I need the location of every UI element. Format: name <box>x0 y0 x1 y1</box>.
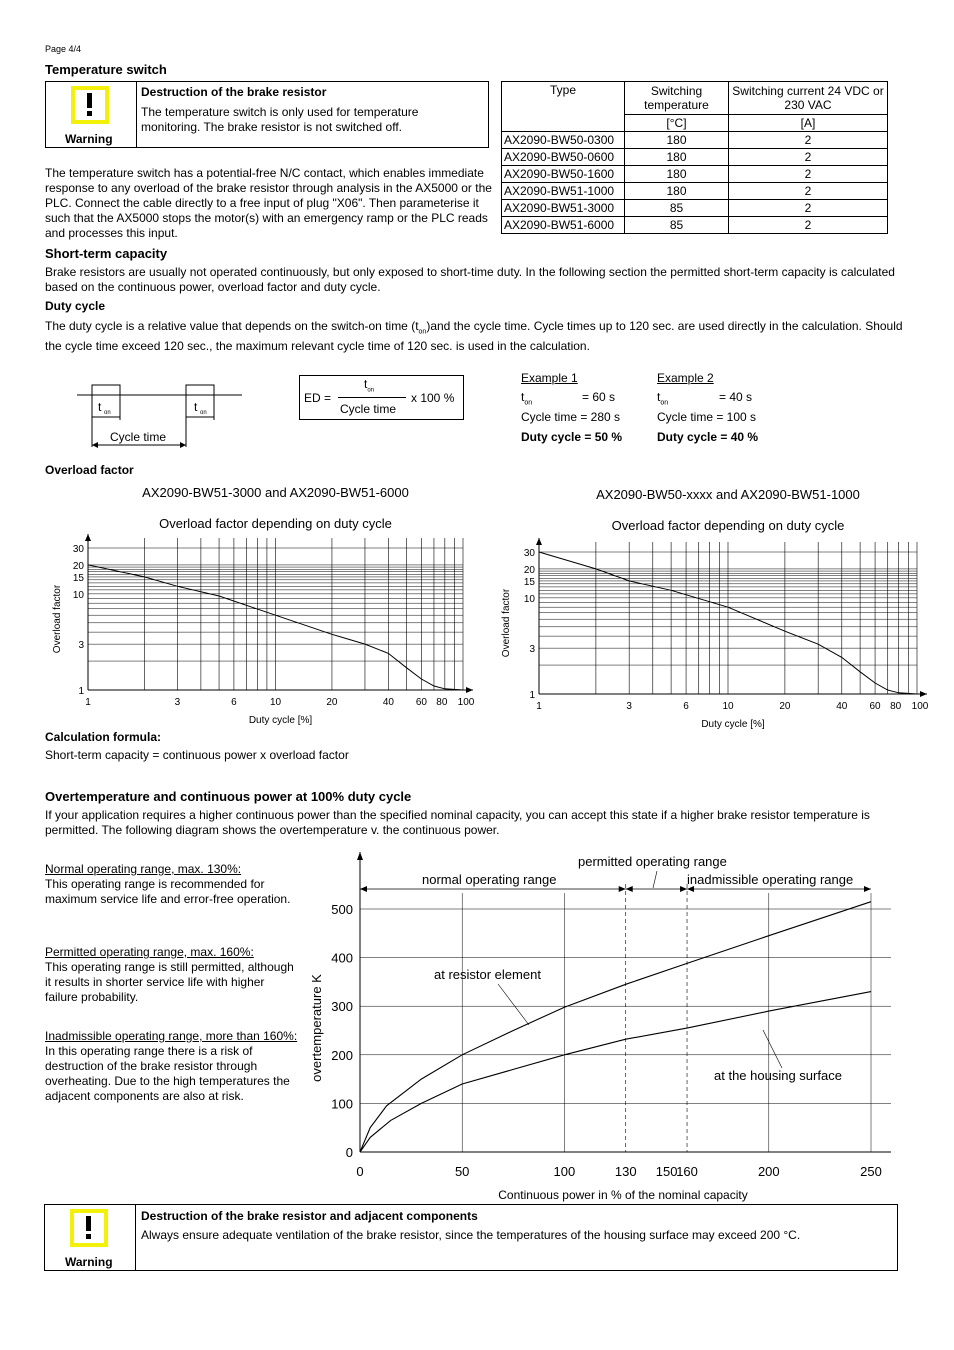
x-tick-label: 10 <box>269 697 282 708</box>
x-tick-label: 1 <box>536 701 542 712</box>
inadmissible-range-text: In this operating range there is a risk of destruction of the brake resistor through overheating. Due to the high temperatures the adjacent components are also at risk. <box>45 1044 290 1103</box>
cell-current: 2 <box>729 200 888 217</box>
x-tick-label: 60 <box>869 701 881 712</box>
x-tick-label: 0 <box>356 1164 364 1179</box>
y-axis-label: Overload factor <box>501 588 512 658</box>
x-tick-label: 250 <box>860 1164 882 1179</box>
cell-current: 2 <box>729 149 888 166</box>
cell-type: AX2090-BW51-3000 <box>502 200 625 217</box>
x-axis-label: Continuous power in % of the nominal capacity <box>498 1188 748 1202</box>
x-axis-arrow <box>466 687 473 693</box>
x-tick-label: 3 <box>174 697 181 708</box>
x-tick-label: 100 <box>553 1164 576 1179</box>
y-tick-label: 100 <box>331 1096 353 1112</box>
y-tick-label: 20 <box>72 560 84 572</box>
arrow-head <box>626 886 633 892</box>
duty-cycle-paragraph: The duty cycle is a relative value that depends on the switch-on time $(t_{on})and$ the cycle time. Cycle times up to 120 sec. are used directly in the calculation. Should the cycle time exceed 120 sec., the maximum relevant cycle time of 120 sec. is used in the calculation. <box>45 319 903 354</box>
example2-result: Duty cycle = 40 % <box>657 430 759 444</box>
x-axis-arrow <box>920 691 927 697</box>
x-tick-label: 80 <box>436 697 448 708</box>
section-title-temperature-switch: Temperature switch <box>45 62 167 77</box>
resistor-pointer <box>498 984 529 1025</box>
warning-icon <box>70 1209 108 1247</box>
arrow-head <box>619 886 626 892</box>
warning-text: Always ensure adequate ventilation of the brake resistor, since the temperatures of the housing surface may exceed 200 °C. <box>141 1228 801 1242</box>
unit-current: [A] <box>729 115 888 132</box>
cell-current: 2 <box>729 132 888 149</box>
cell-temperature: 85 <box>625 200 729 217</box>
header-current: Switching current 24 VDC or 230 VAC <box>729 82 888 115</box>
example1-result: Duty cycle = 50 % <box>521 430 623 444</box>
page-label: Page 4/4 <box>45 44 82 54</box>
resistor-element-curve <box>360 902 871 1152</box>
temp-switch-paragraph: The temperature switch has a potential-free N/C contact, which enables immediate response to any overload of the brake resistor through analysis in the AX5000 or the PLC. Connect the cable directly to a free input of plug "X06". Then parameterise it such that the AX5000 stops the motor(s) with an emergency ramp or the PLC reads and processes this input. <box>45 166 492 240</box>
x-tick-label: 80 <box>890 701 902 712</box>
table-header-row <box>502 82 888 115</box>
svg-text:on: on <box>200 410 207 416</box>
header-temperature: Switching temperature <box>625 82 729 115</box>
y-tick-label: 400 <box>331 950 353 966</box>
cell-current: 2 <box>729 217 888 234</box>
x-axis-label: Duty cycle [%] <box>701 719 765 730</box>
calc-formula-heading: Calculation formula: <box>45 730 162 744</box>
overtemperature-chart <box>305 848 905 1204</box>
cell-type: AX2090-BW50-0300 <box>502 132 625 149</box>
x-tick-label: 3 <box>626 701 632 712</box>
x-tick-label: 160 <box>676 1164 698 1179</box>
y-tick-label: 15 <box>523 576 535 588</box>
y-tick-label: 10 <box>523 593 535 605</box>
warning-label: Warning <box>65 1255 113 1269</box>
duty-formula: ED = $t_{on}$ Cycle time x 100 % <box>299 375 464 420</box>
unit-temperature: [°C] <box>625 115 729 132</box>
x-tick-label: 1 <box>85 697 91 708</box>
pulse-t1: t <box>98 400 102 414</box>
y-tick-label: 15 <box>72 572 84 584</box>
x-tick-label: 100 <box>911 701 929 712</box>
inadmissible-range-label: inadmissible operating range <box>687 872 854 887</box>
permitted-range-label: permitted operating range <box>578 854 727 869</box>
cell-temperature: 180 <box>625 183 729 200</box>
cell-temperature: 180 <box>625 132 729 149</box>
x-tick-label: 6 <box>231 697 237 708</box>
duty-cycle-heading: Duty cycle <box>45 299 106 313</box>
example2-cycle: Cycle time = 100 s <box>657 410 757 424</box>
cell-type: AX2090-BW50-1600 <box>502 166 625 183</box>
svg-text:on: on <box>104 410 111 416</box>
cell-type: AX2090-BW51-6000 <box>502 217 625 234</box>
warning-heading: Destruction of the brake resistor <box>141 85 327 99</box>
y-tick-label: 20 <box>523 564 535 576</box>
x-tick-label: 10 <box>722 701 734 712</box>
overload-chart-2 <box>492 482 929 732</box>
page: Page 4/4 Temperature switch Warning Destruction of the brake resistor The temperature switch is only used for temperature monitoring. The brake resistor is not switched off. The temperature switch has a potential-free N/C contact, which enables immediate response to any overload of the brake resistor through analysis in the AX5000 or the PLC. Connect the cable directly to a free input of plug "X06". Then parameterise it such that the AX5000 stops the motor(s) with an emergency ramp or the PLC reads and processes this input. Type Switching temperature Switching current 24 VDC or 230 VAC [°C] [A] AX2090-BW50-0300 180 2 AX2090-BW50-0600 180 2 AX2090-BW50-1600 180 2 AX2090-BW51-1000 180 2 AX2090-BW51-3000 85 2 AX2090-BW51-6000 85 2 Short-term capacity Brake resistors are usually not operated continuously, but only exposed to short-time duty. In the following section the permitted short-term capacity is calculated based on the continuous power, overload factor and duty cycle. Duty cycle The duty cycle is a relative value that depends on the switch-on time $(t_{on})and$ the cycle time. Cycle times up to 120 sec. are used directly in the calculation. Should the cycle time exceed 120 sec., the maximum relevant cycle time of 120 sec. is used in the calculation. t on t on Cycle time ED = $t_{on}$ Cycle time x 100 % Example 1 $t_{on}$ = 60 s Cycle time = 280 s Duty cycle = 50 % Example 2 $t_{on}$ = 40 s Cycle time = 100 s Duty cycle = 40 % Overload factor AX2090-BW51-3000 and AX2090-BW51-6000 Overload factor depending on duty cycle 1 3 6 10 20 40 60 80 100 1 3 10 15 20 30 Duty cycle [%] Overload factor AX2090-BW50-xxxx and AX2090-BW51-1000 Overload factor depending on duty cycle 1 3 6 10 20 40 60 80 100 1 3 10 15 20 30 Duty cycle [%] Overload factor Calculation formula: Short-term capacity = continuous power x overload factor Overtemperature and continuous power at 100% duty cycle If your application requires a higher continuous power than the specified nominal capacity, you can accept this state if a higher brake resistor temperature is permitted. The following diagram shows the overtemperature v. the continuous power. Normal operating range, max. 130%: This operating range is recommended for maximum service life and error-free operation. Permitted operating range, max. 160%: This operating range is still permitted, although it results in shorter service life with higher failure probability. Inadmissible operating range, more than 160%: In this operating range there is a risk of destruction of the brake resistor through overheating. Due to the high temperatures the adjacent components are also at risk. 0 50 100 130 150 160 200 250 0 100 200 300 400 500 Continuous power in % of the nominal capacity overtemperature K permitted operating range normal operating range inadmissible operating range at resistor element at the housing surface Warning Destruction of the brake resistor and adjacent components Always ensure adequate ventilation of the brake resistor, since the temperatures of the housing surface may exceed 200 °C. <box>0 0 954 1350</box>
y-tick-label: 30 <box>72 544 84 555</box>
warning-heading: Destruction of the brake resistor and adjacent components <box>141 1209 478 1223</box>
cell-current: 2 <box>729 166 888 183</box>
x-tick-label: 50 <box>454 1164 470 1179</box>
overtemp-paragraph: If your application requires a higher continuous power than the specified nominal capacity, you can accept this state if a higher brake resistor temperature is permitted. The following diagram shows the overtemperature v. the continuous power. <box>45 808 870 837</box>
y-axis-arrow <box>85 534 91 541</box>
warning-box <box>45 81 489 148</box>
housing-surface-label: at the housing surface <box>714 1068 842 1083</box>
warning-text: The temperature switch is only used for temperature monitoring. The brake resistor is not switched off. <box>141 105 419 134</box>
pulse-t2: t <box>194 400 198 414</box>
pulse-diagram <box>70 375 250 450</box>
x-axis-label: Duty cycle [%] <box>248 715 313 726</box>
normal-range-label: normal operating range <box>422 872 557 887</box>
y-tick-label: 10 <box>72 589 84 601</box>
warning-icon <box>71 86 109 124</box>
y-axis-arrow <box>536 538 542 545</box>
normal-range-text: This operating range is recommended for maximum service life and error-free operation. <box>45 877 291 906</box>
chart-title: AX2090-BW50-xxxx and AX2090-BW51-1000 <box>596 487 860 502</box>
y-tick-label: 30 <box>523 548 535 559</box>
table-row <box>502 166 888 183</box>
cell-current: 2 <box>729 183 888 200</box>
housing-pointer <box>763 1030 782 1068</box>
calc-formula-text: Short-term capacity = continuous power x overload factor <box>45 748 349 762</box>
y-tick-label: 200 <box>331 1047 353 1063</box>
table-row <box>502 217 888 234</box>
x-tick-label: 200 <box>757 1164 780 1179</box>
y-axis-label: Overload factor <box>52 584 63 654</box>
pulse-cycle-time: Cycle time <box>110 430 167 444</box>
x-tick-label: 40 <box>382 697 394 708</box>
x-tick-label: 60 <box>415 697 427 708</box>
example2-ton: = 40 s <box>719 390 753 404</box>
x-tick-label: 20 <box>779 701 791 712</box>
normal-range-title: Normal operating range, max. 130%: <box>45 862 242 876</box>
cell-temperature: 85 <box>625 217 729 234</box>
overload-chart-1 <box>40 480 475 730</box>
y-tick-label: 500 <box>331 902 353 917</box>
arrow-head <box>680 886 687 892</box>
y-axis-arrow <box>357 852 363 860</box>
x-tick-label: 20 <box>326 697 338 708</box>
y-tick-label: 1 <box>529 690 535 701</box>
cell-type: AX2090-BW51-1000 <box>502 183 625 200</box>
example1-cycle: Cycle time = 280 s <box>521 410 621 424</box>
permitted-range-text: This operating range is still permitted, although it results in shorter service life with higher failure probability. <box>45 960 294 1004</box>
overload-heading: Overload factor <box>45 463 134 477</box>
warning-box-2 <box>44 1204 898 1271</box>
short-term-paragraph: Brake resistors are usually not operated continuously, but only exposed to short-time duty. In the following section the permitted short-term capacity is calculated based on the continuous power, overload factor and duty cycle. <box>45 265 895 294</box>
y-tick-label: 0 <box>345 1145 353 1160</box>
chart-title: AX2090-BW51-3000 and AX2090-BW51-6000 <box>142 485 409 500</box>
example1-title: Example 1 <box>521 371 578 385</box>
table-row <box>502 183 888 200</box>
section-title-overtemperature: Overtemperature and continuous power at 100% duty cycle <box>45 789 412 804</box>
switch-table <box>501 81 888 234</box>
x-tick-label: 6 <box>683 701 689 712</box>
permitted-range-title: Permitted operating range, max. 160%: <box>45 945 254 959</box>
cell-type: AX2090-BW50-0600 <box>502 149 625 166</box>
arrow-head <box>864 886 871 892</box>
x-tick-label: 40 <box>836 701 848 712</box>
example2-title: Example 2 <box>657 371 714 385</box>
y-tick-label: 3 <box>529 644 535 656</box>
example1-ton: = 60 s <box>582 390 616 404</box>
arrow-head <box>360 886 367 892</box>
chart-subtitle: Overload factor depending on duty cycle <box>611 518 845 533</box>
y-axis-label: overtemperature K <box>309 974 324 1082</box>
cell-temperature: 180 <box>625 149 729 166</box>
warning-label: Warning <box>65 132 113 146</box>
x-tick-label: 130 <box>614 1164 637 1179</box>
y-tick-label: 1 <box>78 686 84 697</box>
y-tick-label: 3 <box>78 640 84 652</box>
y-tick-label: 300 <box>331 999 353 1015</box>
chart-subtitle: Overload factor depending on duty cycle <box>159 516 392 531</box>
inadmissible-range-title: Inadmissible operating range, more than 160%: <box>45 1029 298 1043</box>
permitted-pointer <box>653 871 657 888</box>
x-tick-label: 150 <box>655 1164 678 1179</box>
table-row <box>502 132 888 149</box>
cell-temperature: 180 <box>625 166 729 183</box>
table-row <box>502 200 888 217</box>
resistor-element-label: at resistor element <box>434 967 541 982</box>
section-title-short-term: Short-term capacity <box>45 246 168 261</box>
header-type: Type <box>502 82 625 132</box>
x-tick-label: 100 <box>457 697 475 708</box>
table-row <box>502 149 888 166</box>
